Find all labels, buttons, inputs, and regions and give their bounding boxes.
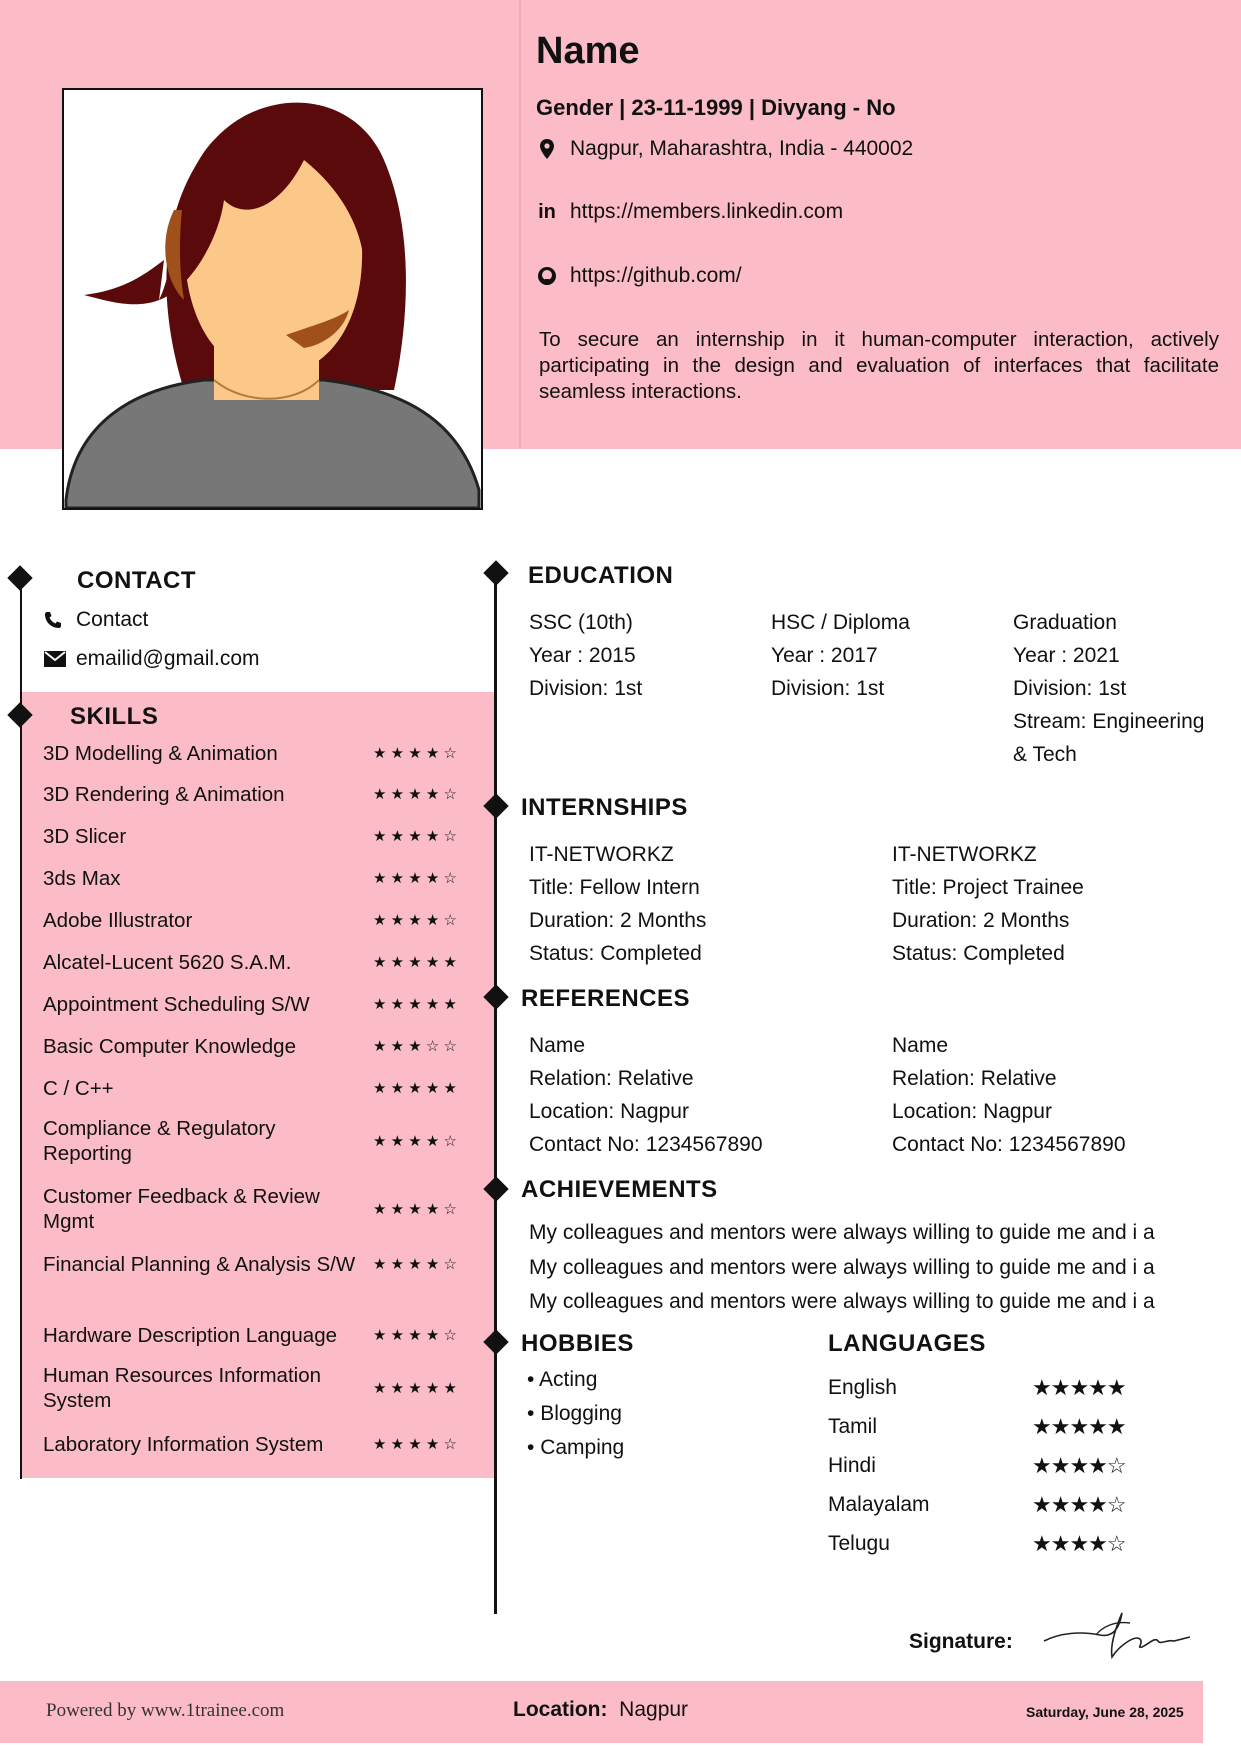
skill-rating: ★ ★ ★ ★ ☆ xyxy=(373,1436,457,1453)
header-divider xyxy=(519,0,521,449)
language-rating: ★★★★☆ xyxy=(1032,1491,1126,1517)
skill-rating: ★ ★ ★ ★ ★ xyxy=(373,954,457,971)
skill-row xyxy=(43,908,483,933)
achievements-heading: ACHIEVEMENTS xyxy=(521,1176,718,1203)
education-level: SSC (10th) xyxy=(529,611,633,634)
skill-rating: ★ ★ ★ ★ ☆ xyxy=(373,1132,457,1150)
skill-row xyxy=(43,1116,483,1166)
reference-name: Name xyxy=(529,1034,586,1057)
list-item: • Acting xyxy=(527,1368,598,1391)
list-item: • Camping xyxy=(527,1436,625,1459)
internship-title: Title: Fellow Intern xyxy=(529,876,700,899)
skill-row xyxy=(43,1252,483,1277)
education-level: Graduation xyxy=(1013,611,1117,634)
footer-location-value: Nagpur xyxy=(619,1698,689,1721)
reference-contact: Contact No: 1234567890 xyxy=(892,1133,1126,1156)
skill-rating: ★ ★ ★ ★ ★ xyxy=(373,996,457,1013)
hobby-text: Camping xyxy=(540,1436,625,1459)
languages-heading: LANGUAGES xyxy=(828,1330,986,1357)
education-division: Division: 1st xyxy=(771,677,885,700)
internship-title: Title: Project Trainee xyxy=(892,876,1084,899)
email-row[interactable] xyxy=(44,647,260,671)
internship-item xyxy=(892,838,1084,970)
education-year: Year : 2015 xyxy=(529,644,636,667)
skill-row xyxy=(43,1323,483,1348)
internship-status: Status: Completed xyxy=(529,942,702,965)
skill-rating: ★ ★ ★ ★ ☆ xyxy=(373,745,457,762)
language-row xyxy=(828,1368,1128,1407)
footer-location xyxy=(513,1698,688,1722)
list-item: • Blogging xyxy=(527,1402,622,1425)
github-row[interactable] xyxy=(536,264,742,288)
education-year: Year : 2017 xyxy=(771,644,878,667)
address-text: Nagpur, Maharashtra, India - 440002 xyxy=(570,137,914,160)
right-timeline-rail xyxy=(494,566,497,1614)
internship-status: Status: Completed xyxy=(892,942,1065,965)
achievement-item: My colleagues and mentors were always willing to guide me and i a xyxy=(529,1256,1155,1279)
personal-meta: Gender | 23-11-1999 | Divyang - No xyxy=(536,95,896,120)
candidate-name: Name xyxy=(536,30,640,72)
map-pin-icon xyxy=(536,138,558,160)
skill-row xyxy=(43,1034,483,1059)
language-row xyxy=(828,1485,1128,1524)
email-text[interactable]: emailid@gmail.com xyxy=(76,647,260,670)
avatar-illustration xyxy=(64,90,481,508)
skill-name: Basic Computer Knowledge xyxy=(43,1035,296,1058)
skill-row xyxy=(43,950,483,975)
skill-name: Compliance & Regulatory Reporting xyxy=(43,1117,276,1165)
contact-heading: CONTACT xyxy=(77,567,197,594)
hobby-text: Acting xyxy=(539,1368,598,1391)
skill-name: Laboratory Information System xyxy=(43,1433,324,1456)
contact-marker xyxy=(7,565,32,590)
achievement-item: My colleagues and mentors were always willing to guide me and i a xyxy=(529,1221,1155,1244)
skill-name: 3D Modelling & Animation xyxy=(43,742,278,765)
education-ssc xyxy=(529,606,642,705)
language-rating: ★★★★★ xyxy=(1032,1413,1126,1439)
internships-heading: INTERNSHIPS xyxy=(521,794,688,821)
skill-row xyxy=(43,1184,483,1234)
github-link[interactable]: https://github.com/ xyxy=(570,264,742,287)
footer-date: Saturday, June 28, 2025 xyxy=(1026,1704,1184,1720)
education-division: Division: 1st xyxy=(1013,677,1127,700)
education-graduation xyxy=(1013,606,1204,771)
skill-rating: ★ ★ ★ ★ ☆ xyxy=(373,870,457,887)
linkedin-link[interactable]: https://members.linkedin.com xyxy=(570,200,844,223)
language-rating: ★★★★★ xyxy=(1032,1374,1126,1400)
internship-item xyxy=(529,838,706,970)
github-icon xyxy=(536,265,558,287)
skill-rating: ★ ★ ★ ★ ★ xyxy=(373,1379,457,1397)
signature-label: Signature: xyxy=(909,1630,1013,1653)
skill-name: Hardware Description Language xyxy=(43,1324,338,1347)
internship-duration: Duration: 2 Months xyxy=(892,909,1070,932)
reference-relation: Relation: Relative xyxy=(529,1067,694,1090)
language-row xyxy=(828,1524,1128,1563)
languages-list xyxy=(828,1368,1128,1563)
reference-name: Name xyxy=(892,1034,949,1057)
signature-image xyxy=(1040,1605,1200,1665)
education-marker xyxy=(483,560,508,585)
skill-row xyxy=(43,992,483,1017)
language-name: Tamil xyxy=(828,1414,878,1438)
skill-rating: ★ ★ ★ ★ ★ xyxy=(373,1080,457,1097)
skill-rating: ★ ★ ★ ★ ☆ xyxy=(373,1327,457,1344)
language-name: Telugu xyxy=(828,1531,890,1555)
skill-row xyxy=(43,741,483,766)
skill-rating: ★ ★ ★ ★ ☆ xyxy=(373,912,457,929)
linkedin-row[interactable] xyxy=(536,200,843,224)
language-name: Malayalam xyxy=(828,1492,930,1516)
career-objective: To secure an internship in it human-computer interaction, actively participating in the design and evaluation of interfaces that facilitate seamless interactions. xyxy=(539,328,1219,403)
skill-name: Adobe Illustrator xyxy=(43,909,193,932)
education-level: HSC / Diploma xyxy=(771,611,910,634)
phone-icon xyxy=(44,611,66,629)
skill-row xyxy=(43,1432,483,1457)
skill-name: Financial Planning & Analysis S/W xyxy=(43,1253,356,1276)
reference-location: Location: Nagpur xyxy=(892,1100,1052,1123)
skill-name: Appointment Scheduling S/W xyxy=(43,993,310,1016)
skill-row xyxy=(43,824,483,849)
hobby-text: Blogging xyxy=(540,1402,622,1425)
linkedin-icon: in xyxy=(538,200,556,223)
profile-photo xyxy=(62,88,483,510)
skills-heading: SKILLS xyxy=(70,703,159,730)
language-row xyxy=(828,1446,1128,1485)
reference-item xyxy=(529,1029,763,1161)
hobbies-list xyxy=(527,1363,624,1465)
education-stream: Stream: Engineering xyxy=(1013,710,1205,733)
phone-text: Contact xyxy=(76,608,149,631)
skill-name: 3ds Max xyxy=(43,867,121,890)
skill-rating: ★ ★ ★ ★ ☆ xyxy=(373,828,457,845)
internship-company: IT-NETWORKZ xyxy=(529,843,674,866)
reference-relation: Relation: Relative xyxy=(892,1067,1057,1090)
skill-row xyxy=(43,866,483,891)
skill-name: Human Resources Information System xyxy=(43,1364,322,1412)
education-stream-cont: & Tech xyxy=(1013,743,1077,766)
email-icon xyxy=(44,651,66,667)
education-heading: EDUCATION xyxy=(528,562,674,589)
skill-rating: ★ ★ ★ ★ ☆ xyxy=(373,786,457,803)
language-name: English xyxy=(828,1375,897,1399)
achievement-item: My colleagues and mentors were always willing to guide me and i a xyxy=(529,1290,1155,1313)
skill-name: Customer Feedback & Review Mgmt xyxy=(43,1185,320,1233)
skill-name: Alcatel-Lucent 5620 S.A.M. xyxy=(43,951,292,974)
skill-name: C / C++ xyxy=(43,1077,114,1100)
language-rating: ★★★★☆ xyxy=(1032,1530,1126,1556)
footer-location-label: Location: xyxy=(513,1698,608,1721)
reference-location: Location: Nagpur xyxy=(529,1100,689,1123)
skill-row xyxy=(43,782,483,807)
powered-by-text: Powered by www.1trainee.com xyxy=(46,1700,285,1721)
reference-item xyxy=(892,1029,1126,1161)
skill-rating: ★ ★ ★ ☆ ☆ xyxy=(373,1038,457,1055)
language-rating: ★★★★☆ xyxy=(1032,1452,1126,1478)
language-row xyxy=(828,1407,1128,1446)
skill-rating: ★ ★ ★ ★ ☆ xyxy=(373,1256,457,1273)
internship-duration: Duration: 2 Months xyxy=(529,909,707,932)
skill-name: 3D Slicer xyxy=(43,825,127,848)
reference-contact: Contact No: 1234567890 xyxy=(529,1133,763,1156)
skill-rating: ★ ★ ★ ★ ☆ xyxy=(373,1200,457,1218)
education-year: Year : 2021 xyxy=(1013,644,1120,667)
skill-row xyxy=(43,1076,483,1101)
address-row xyxy=(536,137,913,161)
skill-row xyxy=(43,1363,483,1413)
language-name: Hindi xyxy=(828,1453,876,1477)
skill-name: 3D Rendering & Animation xyxy=(43,783,285,806)
phone-row xyxy=(44,608,148,632)
education-division: Division: 1st xyxy=(529,677,643,700)
hobbies-heading: HOBBIES xyxy=(521,1330,634,1357)
references-heading: REFERENCES xyxy=(521,985,691,1012)
internship-company: IT-NETWORKZ xyxy=(892,843,1037,866)
education-hsc xyxy=(771,606,910,705)
